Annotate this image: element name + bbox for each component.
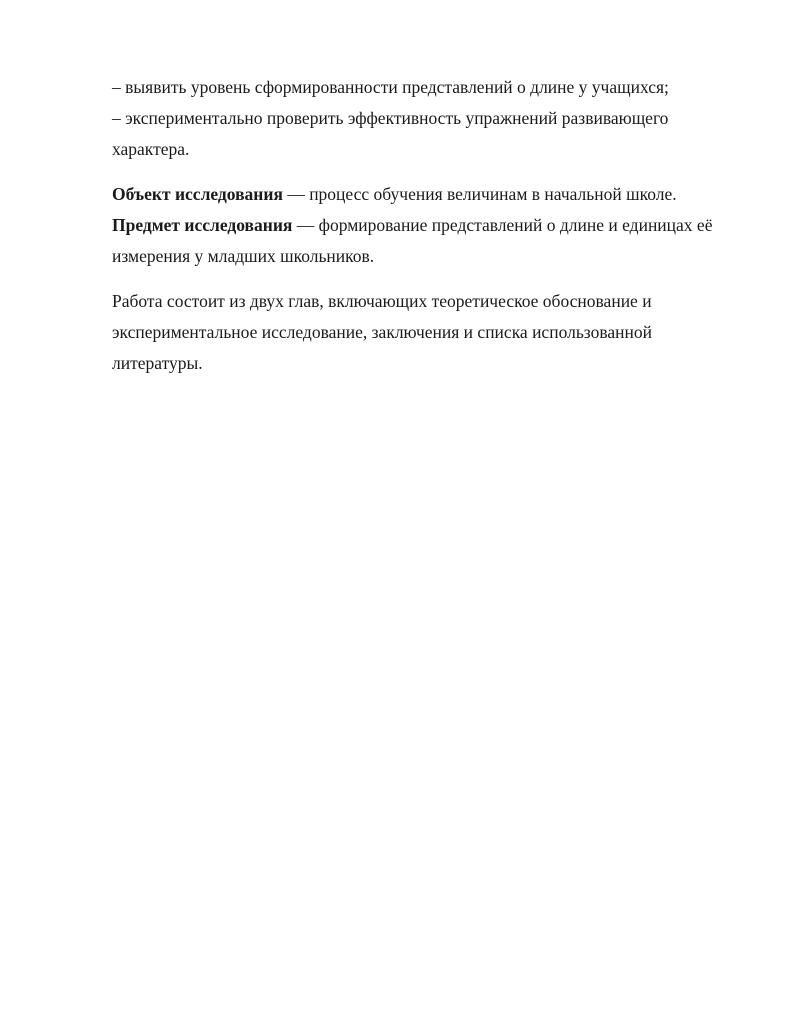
structure-paragraph <box>112 286 752 379</box>
object-subject-paragraph <box>112 179 752 272</box>
object-text: — процесс обучения величинам в начальной школе. <box>282 184 677 204</box>
subject-label: Предмет исследования <box>112 215 293 235</box>
subject-text-1: — формирование представлений о длине и единицах её <box>292 215 713 235</box>
task-item-2-line-1: – экспериментально проверить эффективность упражнений развивающего <box>112 108 669 128</box>
structure-line-1: Работа состоит из двух глав, включающих теоретическое обоснование и <box>112 291 652 311</box>
document-body <box>112 72 752 379</box>
task-item-1: – выявить уровень сформированности представлений о длине у учащихся; <box>112 77 669 97</box>
structure-line-3: литературы. <box>112 353 203 373</box>
object-line <box>112 179 752 210</box>
subject-line-1 <box>112 210 752 241</box>
tasks-list <box>112 72 752 165</box>
object-label: Объект исследования <box>112 184 283 204</box>
subject-line-2: измерения у младших школьников. <box>112 246 375 266</box>
structure-line-2: экспериментальное исследование, заключения и списка использованной <box>112 322 653 342</box>
task-item-2-line-2: характера. <box>112 139 190 159</box>
